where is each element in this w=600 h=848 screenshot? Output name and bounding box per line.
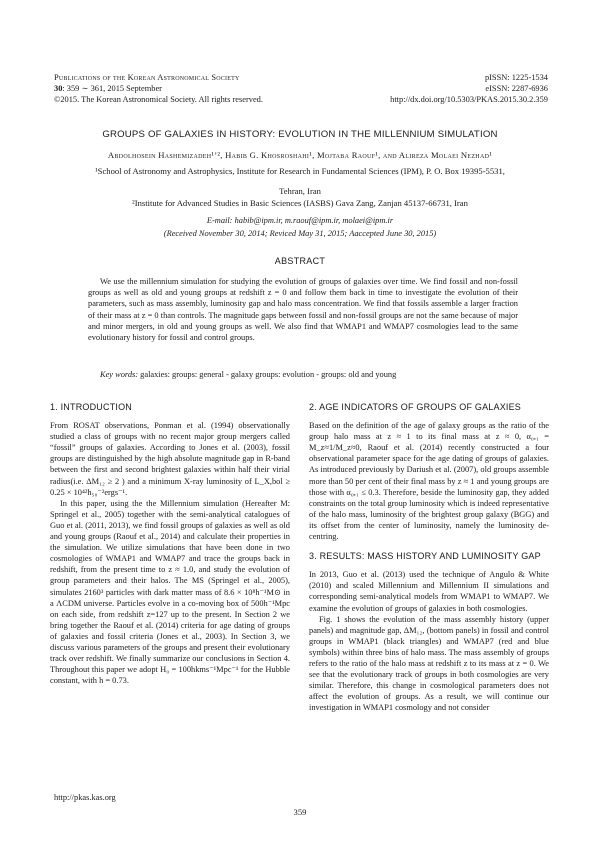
keywords-label: Key words:	[100, 370, 139, 379]
pages-date: : 359 ∼ 361, 2015 September	[62, 84, 162, 93]
left-column	[50, 402, 290, 686]
journal-name: Publications of the Korean Astronomical Society	[54, 73, 240, 82]
abstract-heading: ABSTRACT	[274, 256, 326, 266]
keywords-list: galaxies: groups: general - galaxy groups: evolution - groups: old and young	[138, 370, 397, 379]
email-line: E-mail: habib@ipm.ir, m.raouf@ipm.ir, molaei@ipm.ir	[206, 216, 394, 225]
section-1-heading: 1. INTRODUCTION	[50, 402, 133, 412]
doi-link[interactable]: http://dx.doi.org/10.5303/PKAS.2015.30.2.359	[390, 95, 548, 104]
section-1-paragraph-1: From ROSAT observations, Ponman et al. (1994) observationally studied a class of groups with no recent major group mergers called “fossil” groups of galaxies. According to Jones et al. (2003), fossil groups are distinguished by the high absolute magnitude gap in R-band between the first and second brightest galaxies within half their virial radius(i.e. ΔM₁₂ ≥ 2 ) and a minimum X-ray luminosity of L_X,bol ≥ 0.25 × 10⁴²h₅₀⁻²ergs⁻¹.	[50, 421, 290, 497]
footer-url[interactable]: http://pkas.kas.org	[54, 793, 116, 802]
received-dates: (Received November 30, 2014; Reviced May 31, 2015; Aaccepted June 30, 2015)	[163, 229, 437, 238]
affiliation-1: ¹School of Astronomy and Astrophysics, Institute for Research in Fundamental Sciences (IPM), P. O. Box 19395-5531,	[95, 166, 505, 176]
volume-line	[54, 83, 263, 94]
affiliation-1-city: Tehran, Iran	[279, 186, 321, 196]
affiliation-2: ²Institute for Advanced Studies in Basic Sciences (IASBS) Gava Zang, Zanjan 45137-66731, Iran	[132, 198, 468, 208]
section-2-paragraph-1: Based on the definition of the age of galaxy groups as the ratio of the group halo mass at z ≈ 1 to its final mass at z ≈ 0, α₀,₁ = M_z≈1/M_z≈0, Raouf et al. (2014) recently constructed a four observational parameter space for the age dating of groups of galaxies. As introduced previously by Dariush et al. (2007), old groups assemble more than 50 per cent of their final mass by z ≈ 1 and young groups are those with α₀,₁ ≤ 0.3. Therefore, beside the luminosity gap, they added constraints on the total group luminosity which is indeed representative of the halo mass, luminosity of the brightest group galaxy (BGG) and its offset from the center of luminosity, namely the luminosity de-centring.	[309, 421, 549, 542]
eissn: eISSN: 2287-6936	[485, 84, 548, 93]
pissn: pISSN: 1225-1534	[484, 73, 548, 82]
section-3-paragraph-2: Fig. 1 shows the evolution of the mass assembly history (upper panels) and magnitude gap, ΔM₁₂, (bottom panels) in fossil and control groups in WMAP1 (black triangles) and WMAP7 (red and blue symbols) within three bins of halo mass. The mass assembly of groups refers to the ratio of the halo mass at redshift z to its mass at z = 0. We see that the evolutionary track of groups in both cosmologies are very similar. Therefore, this change in cosmological parameters does not affect the evolution of groups. As a result, we will continue our investigation in WMAP1 cosmology and not consider	[309, 614, 549, 713]
keywords	[88, 369, 518, 380]
journal-header	[54, 72, 263, 105]
section-2-heading: 2. AGE INDICATORS OF GROUPS OF GALAXIES	[309, 402, 522, 412]
issn-header	[390, 72, 548, 105]
copyright-line: ©2015. The Korean Astronomical Society. All rights reserved.	[54, 95, 263, 104]
page-number: 359	[293, 807, 307, 817]
right-column	[309, 402, 549, 713]
paper-title: GROUPS OF GALAXIES IN HISTORY: EVOLUTION IN THE MILLENNIUM SIMULATION	[102, 129, 498, 140]
volume-number: 30	[54, 84, 63, 93]
author-list: Abdolhosein Hashemizadeh¹ʼ², Habib G. Khosroshahi¹, Mojtaba Raouf¹, and Alireza Molaei Nezhad¹	[107, 150, 493, 160]
section-3-paragraph-1: In 2013, Guo et al. (2013) used the technique of Angulo & White (2010) and scaled Millennium and Millennium II simulations and corresponding semi-analytical models from WMAP1 to WMAP7. We examine the evolution of groups of galaxies in both cosmologies.	[309, 570, 549, 613]
section-3-heading: 3. RESULTS: MASS HISTORY AND LUMINOSITY GAP	[309, 551, 541, 562]
section-1-paragraph-2: In this paper, using the the Millennium simulation (Hereafter M: Springel et al., 2005) together with the semi-analytical catalogues of Guo et al. (2011, 2013), we find fossil groups of galaxies as well as old and young groups (Raouf et al., 2014) and calculate their properties in the simulation. We utilize simulations that have been done in two cosmologies of WMAP1 and WMAP7 and trace the groups back in redshift, from the present time to z ≈ 1.0, and study the evolution of group parameters and their halos. The MS (Springel et al., 2005), simulates 2160³ particles with dark matter mass of 8.6 × 10⁸h⁻¹M⊙ in a ΛCDM universe. Particles evolve in a co-moving box of 500h⁻¹Mpc on each side, from redshift z=127 up to the present. In Section 2 we bring together the Raouf et al. (2014) criteria for age dating of groups of galaxies and fossil criteria (Jones et al., 2003). In Section 3, we discuss various parameters of the groups and present their evolutionary track over redshift. We finally summarize our conclusions in Section 4. Throughout this paper we adopt H₀ = 100hkms⁻¹Mpc⁻¹ for the Hubble constant, with h = 0.73.	[50, 498, 290, 686]
abstract-text: We use the millennium simulation for studying the evolution of groups of galaxies over time. We find fossil and non-fossil groups as well as old and young groups at redshift z = 0 and follow them back in time to investigate the evolution of their parameters, such as mass assembly, luminosity gap and halo mass concentration. We find that fossils assemble a larger fraction of their mass at z = 0 than controls. The magnitude gaps between fossil and non-fossil groups are not the same because of major and minor mergers, in old and young groups as well. We also find that WMAP1 and WMAP7 cosmologies lead to the same evolutionary history for fossil and control groups.	[88, 277, 518, 343]
